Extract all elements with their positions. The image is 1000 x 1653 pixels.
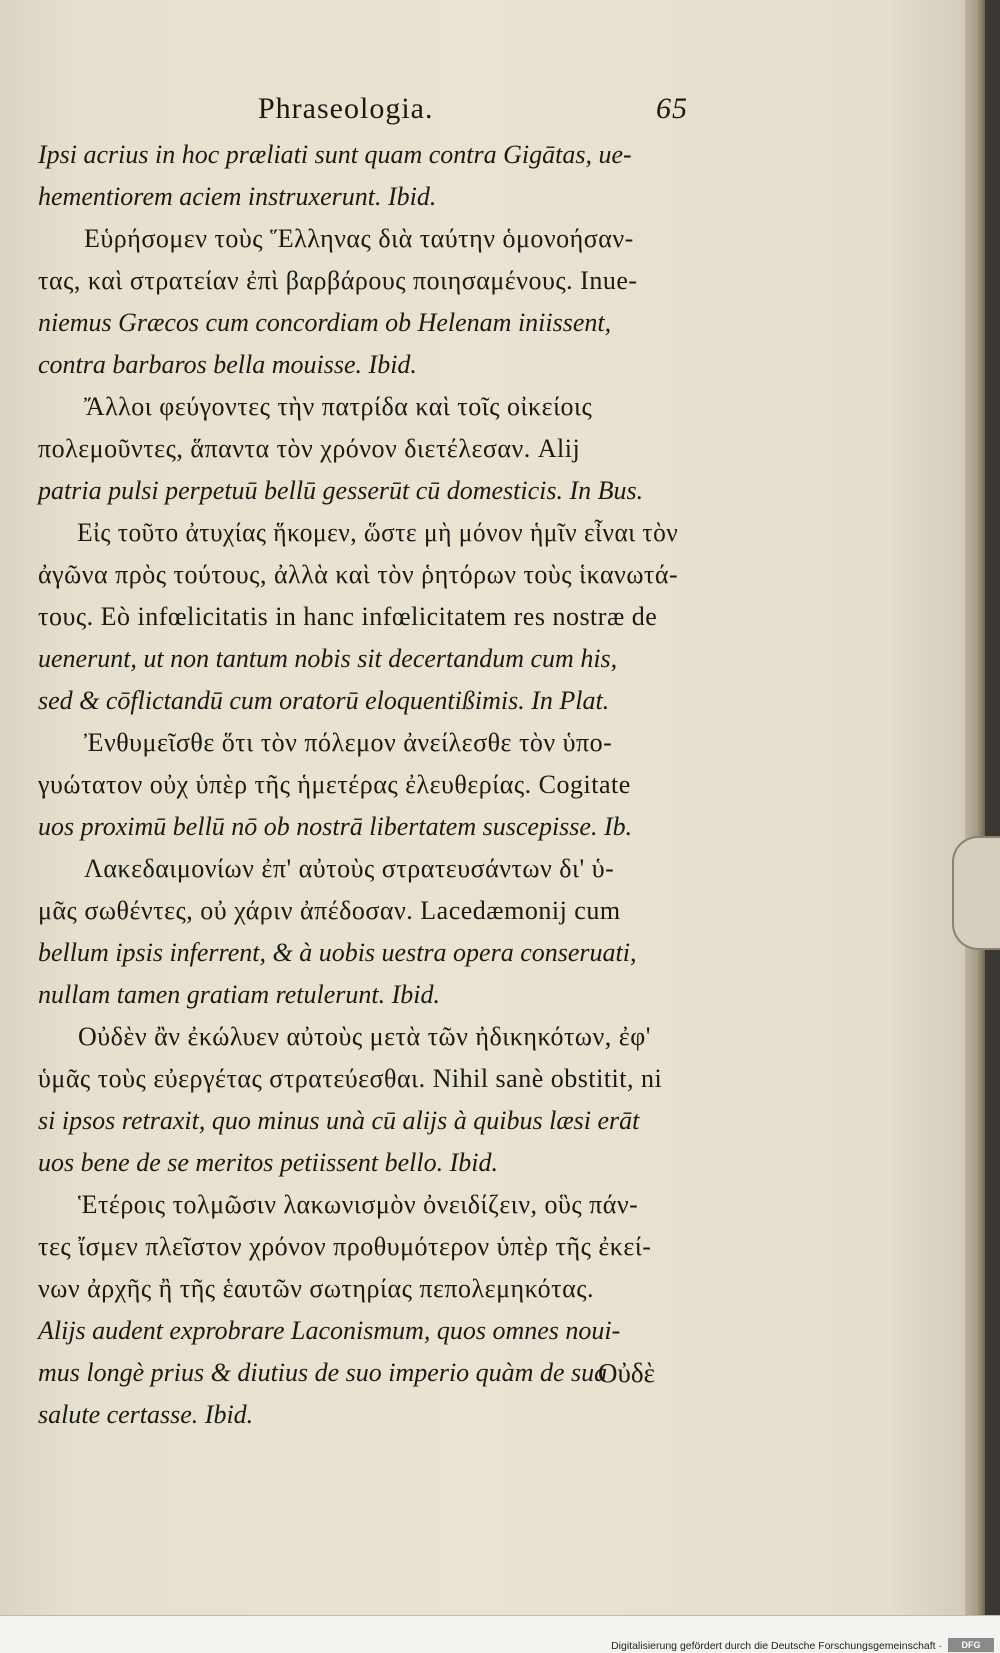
text-line: μᾶς σωθέντες, οὐ χάριν ἀπέδοσαν. Lacedæmonij cum: [38, 896, 621, 925]
text-line: Ἄλλοι φεύγοντες τὴν πατρίδα καὶ τοῖς οἰκείοις: [84, 392, 593, 421]
running-title: Phraseologia.: [258, 92, 434, 125]
text-line: contra barbaros bella mouisse. Ibid.: [38, 350, 417, 379]
text-line: Alijs audent exprobrare Laconismum, quos omnes noui-: [38, 1316, 621, 1345]
text-line: uenerunt, ut non tantum nobis sit decertandum cum his,: [38, 644, 618, 673]
text-block: [38, 134, 678, 1436]
text-line: τας, καὶ στρατείαν ἐπὶ βαρβάρους ποιησαμένους. Inue-: [38, 266, 638, 295]
page-number: 65: [656, 92, 688, 125]
text-line: γυώτατον οὐχ ὑπὲρ τῆς ἡμετέρας ἐλευθερίας. Cogitate: [38, 770, 631, 799]
text-line: Ἑτέροις τολμῶσιν λακωνισμὸν ὀνειδίζειν, οὓς πάν-: [78, 1190, 639, 1219]
text-line: Εἰς τοῦτο ἀτυχίας ἥκομεν, ὥστε μὴ μόνον ἡμῖν εἶναι τὸν: [77, 518, 679, 547]
text-line: si ipsos retraxit, quo minus unà cū alijs à quibus læsi erāt: [38, 1106, 640, 1135]
text-line: niemus Græcos cum concordiam ob Helenam iniissent,: [38, 308, 612, 337]
thumb-tab: [952, 836, 1000, 950]
text-line: sed & cōflictandū cum oratorū eloquentißimis. In Plat.: [38, 686, 610, 715]
text-line: nullam tamen gratiam retulerunt. Ibid.: [38, 980, 441, 1009]
text-line: Λακεδαιμονίων ἐπ' αὐτοὺς στρατευσάντων δι' ὑ-: [84, 854, 615, 883]
text-line: τες ἴσμεν πλεῖστον χρόνον προθυμότερον ὑπὲρ τῆς ἐκεί-: [38, 1232, 652, 1261]
text-line: Ἐνθυμεῖσθε ὅτι τὸν πόλεμον ἀνείλεσθε τὸν ὑπο-: [84, 728, 613, 757]
text-line: πολεμοῦντες, ἅπαντα τὸν χρόνον διετέλεσαν. Alij: [38, 434, 581, 463]
text-line: patria pulsi perpetuū bellū gesserūt cū domesticis. In Bus.: [38, 476, 644, 505]
text-line: salute certasse. Ibid.: [38, 1400, 254, 1429]
text-line: hementiorem aciem instruxerunt. Ibid.: [38, 182, 437, 211]
funding-note: Digitalisierung gefördert durch die Deutsche Forschungsgemeinschaft ·: [611, 1640, 942, 1652]
text-line: ὑμᾶς τοὺς εὐεργέτας στρατεύεσθαι. Nihil sanè obstitit, ni: [38, 1064, 663, 1093]
dfg-logo: DFG: [948, 1638, 994, 1652]
text-line: Οὐδὲν ἂν ἐκώλυεν αὐτοὺς μετὰ τῶν ἠδικηκότων, ἐφ': [78, 1022, 651, 1051]
text-line: mus longè prius & diutius de suo imperio quàm de sua: [38, 1358, 608, 1387]
text-line: Εὑρήσομεν τοὺς Ἕλληνας διὰ ταύτην ὁμονοήσαν-: [84, 224, 634, 253]
text-line: νων ἀρχῆς ἢ τῆς ἑαυτῶν σωτηρίας πεπολεμηκότας.: [38, 1274, 595, 1303]
text-line: ἀγῶνα πρὸς τούτους, ἀλλὰ καὶ τὸν ῥητόρων τοὺς ἱκανωτά-: [38, 560, 679, 589]
text-line: bellum ipsis inferrent, & à uobis uestra opera conseruati,: [38, 938, 637, 967]
text-line: Ipsi acrius in hoc præliati sunt quam contra Gigātas, ue-: [38, 140, 632, 169]
text-line: uos bene de se meritos petiissent bello. Ibid.: [38, 1148, 498, 1177]
catchword: Οὐδὲ: [598, 1358, 655, 1388]
text-line: τους. Eò infœlicitatis in hanc infœlicitatem res nostræ de: [38, 602, 658, 631]
text-line: uos proximū bellū nō ob nostrā libertatem suscepisse. Ib.: [38, 812, 633, 841]
page-edge: [965, 0, 985, 1615]
